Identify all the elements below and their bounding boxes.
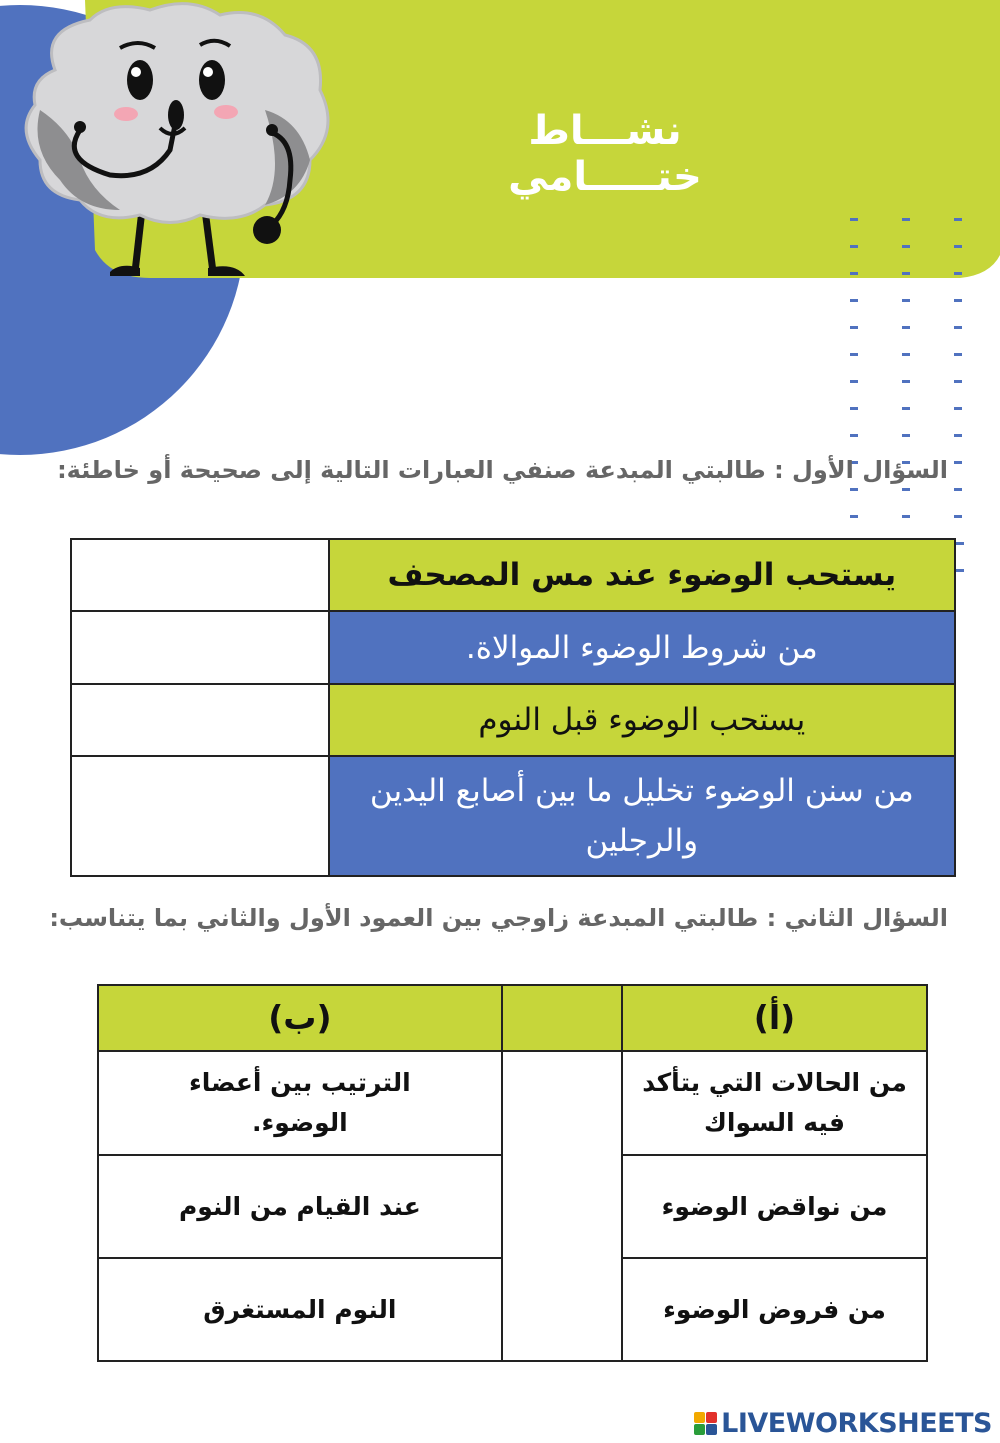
answer-box[interactable] [71, 539, 329, 611]
column-b-cell[interactable]: الترتيب بين أعضاء الوضوء. [98, 1051, 502, 1155]
table-row [71, 756, 955, 876]
statement-cell: من سنن الوضوء تخليل ما بين أصابع اليدين والرجلين [329, 756, 955, 876]
column-a-cell[interactable]: من فروض الوضوء [622, 1258, 927, 1361]
logo-mark-icon [694, 1412, 717, 1435]
column-a-header: (أ) [622, 985, 927, 1051]
column-b-header: (ب) [98, 985, 502, 1051]
matching-table [97, 984, 928, 1362]
column-a-cell[interactable]: من نواقض الوضوء [622, 1155, 927, 1258]
table-row [71, 611, 955, 684]
statement-cell: يستحب الوضوء عند مس المصحف [329, 539, 955, 611]
matching-header-row [98, 985, 927, 1051]
table-row [71, 684, 955, 756]
column-match-header [502, 985, 622, 1051]
column-b-cell[interactable]: النوم المستغرق [98, 1258, 502, 1361]
true-false-table [70, 538, 956, 877]
match-area[interactable] [502, 1051, 622, 1361]
column-a-cell[interactable]: من الحالات التي يتأكد فيه السواك [622, 1051, 927, 1155]
answer-box[interactable] [71, 756, 329, 876]
column-b-cell[interactable]: عند القيام من النوم [98, 1155, 502, 1258]
question-2-prompt: السؤال الثاني : طالبتي المبدعة زاوجي بين العمود الأول والثاني بما يتناسب: [49, 904, 948, 932]
table-row [71, 539, 955, 611]
question-1-prompt: السؤال الأول : طالبتي المبدعة صنفي العبارات التالية إلى صحيحة أو خاطئة: [57, 456, 948, 484]
statement-cell: يستحب الوضوء قبل النوم [329, 684, 955, 756]
statement-cell: من شروط الوضوء الموالاة. [329, 611, 955, 684]
page-title: نشـــاط ختـــــامي [508, 108, 702, 200]
logo-text: LIVEWORKSHEETS [721, 1408, 992, 1439]
liveworksheets-logo[interactable] [694, 1408, 992, 1439]
answer-box[interactable] [71, 611, 329, 684]
answer-box[interactable] [71, 684, 329, 756]
table-row [98, 1051, 927, 1155]
